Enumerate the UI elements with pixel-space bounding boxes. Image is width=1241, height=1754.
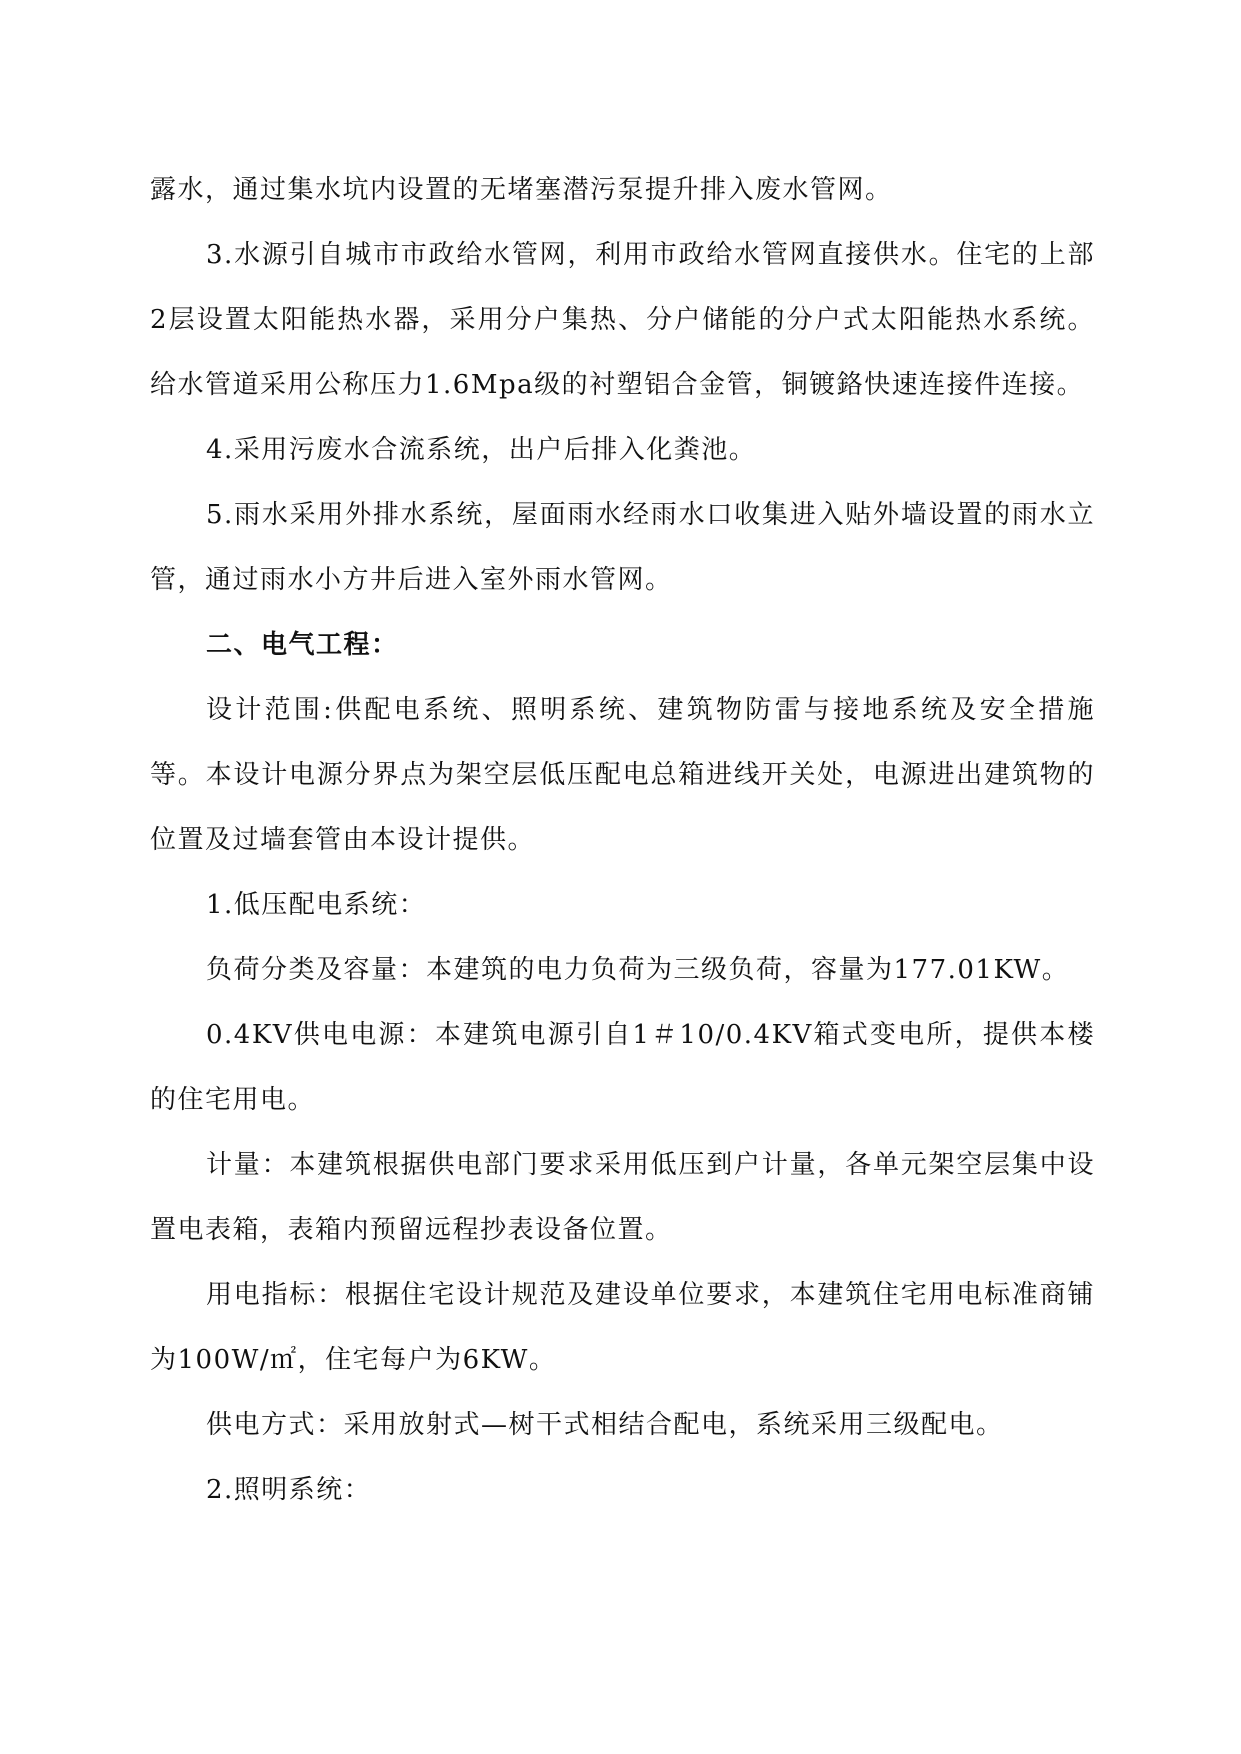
paragraph-lighting-title: 2.照明系统： bbox=[206, 1475, 372, 1505]
paragraph-load-capacity: 负荷分类及容量：本建筑的电力负荷为三级负荷，容量为177.01KW。 bbox=[206, 955, 1070, 985]
paragraph-metering: 计量：本建筑根据供电部门要求采用低压到户计量，各单元架空层集中设置电表箱，表箱内预留远程抄表设备位置。 bbox=[150, 1150, 1095, 1245]
paragraph-power-index: 用电指标：根据住宅设计规范及建设单位要求，本建筑住宅用电标准商铺为100W/㎡，住宅每户为6KW。 bbox=[150, 1280, 1095, 1375]
paragraph-low-voltage-title: 1.低压配电系统： bbox=[206, 890, 427, 920]
paragraph-power-source: 0.4KV供电电源：本建筑电源引自1＃10/0.4KV箱式变电所，提供本楼的住宅用电。 bbox=[150, 1020, 1095, 1115]
paragraph-rainwater-system: 5.雨水采用外排水系统，屋面雨水经雨水口收集进入贴外墙设置的雨水立管，通过雨水小方井后进入室外雨水管网。 bbox=[150, 500, 1095, 595]
paragraph-supply-method: 供电方式：采用放射式—树干式相结合配电，系统采用三级配电。 bbox=[206, 1410, 1004, 1440]
paragraph-water-source: 3.水源引自城市市政给水管网，利用市政给水管网直接供水。住宅的上部2层设置太阳能热水器，采用分户集热、分户储能的分户式太阳能热水系统。给水管道采用公称压力1.6Mpa级的衬塑铝合金管，铜镀鉻快速连接件连接。 bbox=[150, 240, 1095, 400]
section-heading-electrical: 二、电气工程： bbox=[206, 630, 399, 660]
paragraph-drainage-cont: 露水，通过集水坑内设置的无堵塞潜污泵提升排入废水管网。 bbox=[150, 175, 893, 205]
paragraph-design-scope: 设计范围:供配电系统、照明系统、建筑物防雷与接地系统及安全措施等。本设计电源分界点为架空层低压配电总箱进线开关处，电源进出建筑物的位置及过墙套管由本设计提供。 bbox=[150, 695, 1095, 855]
paragraph-sewage-system: 4.采用污废水合流系统，出户后排入化粪池。 bbox=[206, 435, 757, 465]
document-body bbox=[150, 158, 1095, 1523]
